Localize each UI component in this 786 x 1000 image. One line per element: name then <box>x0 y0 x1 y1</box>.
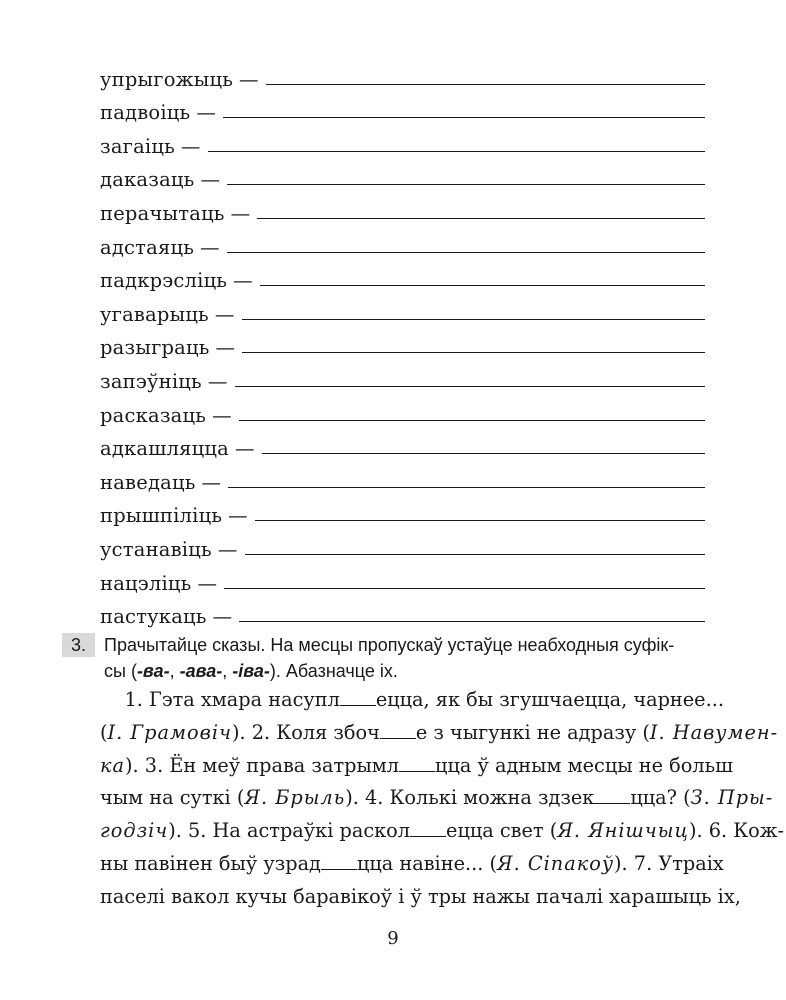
text: ). Абазначце іх. <box>269 661 398 681</box>
answer-line[interactable] <box>208 150 705 152</box>
text: 1. Гэта хмара насупл <box>124 688 340 711</box>
exercise-line <box>100 750 733 783</box>
text: е з чыгункі не адразу ( <box>415 720 650 744</box>
text: ецца, як бы згушчаецца, чарнее... <box>375 688 724 711</box>
text: чым на суткі ( <box>100 786 245 810</box>
author: ка <box>100 753 126 777</box>
dash: — <box>200 168 221 192</box>
dash: — <box>212 403 232 427</box>
exercise-line <box>100 815 785 848</box>
word-row <box>100 326 705 360</box>
exercise-line <box>100 782 774 815</box>
dash: — <box>180 134 201 158</box>
author: І. Навумен- <box>649 720 779 744</box>
answer-line[interactable] <box>227 183 705 185</box>
exercise-line <box>100 684 724 717</box>
answer-line[interactable] <box>242 351 705 353</box>
answer-line[interactable] <box>242 318 705 320</box>
dash: — <box>230 201 251 225</box>
word-row <box>100 124 705 158</box>
word-list <box>100 57 705 628</box>
author: Я. Сіпакоў <box>497 851 615 875</box>
word-row <box>100 91 705 125</box>
word-row <box>100 561 705 595</box>
answer-line[interactable] <box>228 486 705 488</box>
dash: — <box>228 504 248 528</box>
text: ). 7. Утраіх <box>614 851 724 875</box>
exercise-line <box>100 717 779 750</box>
task-3 <box>62 633 707 684</box>
answer-line[interactable] <box>260 284 705 286</box>
text: ны павінен быў узрад <box>100 851 321 875</box>
answer-line[interactable] <box>239 419 705 421</box>
word-term: расказаць <box>100 403 207 427</box>
text: ецца свет ( <box>446 819 558 843</box>
dash: — <box>200 235 220 259</box>
word-term: прышпіліць <box>100 504 223 528</box>
word-row <box>100 427 705 461</box>
word-term: наведаць <box>100 470 196 494</box>
word-row <box>100 494 705 528</box>
fill-gap[interactable] <box>340 691 376 706</box>
author: І. Грамовіч <box>107 720 232 744</box>
word-term: падкрэсліць <box>100 269 228 293</box>
word-row <box>100 259 705 293</box>
text: ). 5. На астраўкі раскол <box>168 819 411 843</box>
suffix-va: -ва- <box>136 661 170 681</box>
word-row <box>100 527 705 561</box>
exercise-text <box>100 684 785 914</box>
text: , <box>169 661 180 681</box>
fill-gap[interactable] <box>410 822 446 837</box>
text: цца? ( <box>630 786 691 810</box>
fill-gap[interactable] <box>594 789 630 804</box>
fill-gap[interactable] <box>321 855 357 870</box>
exercise-line <box>100 848 724 881</box>
word-term: упрыгожыць <box>100 67 234 91</box>
text: сы ( <box>104 661 137 681</box>
answer-line[interactable] <box>235 385 705 387</box>
word-term: адстаяць <box>100 235 195 259</box>
task-line-2 <box>104 658 674 684</box>
word-row <box>100 595 705 629</box>
task-instructions <box>104 632 674 684</box>
word-row <box>100 158 705 192</box>
dash: — <box>197 571 218 595</box>
word-row <box>100 393 705 427</box>
task-heading <box>62 633 707 684</box>
word-row <box>100 57 705 91</box>
dash: — <box>214 302 235 326</box>
dash: — <box>215 336 236 360</box>
text: ). 3. Ён меў права затрымл <box>125 753 400 777</box>
answer-line[interactable] <box>224 587 705 589</box>
author: З. Пры- <box>690 786 774 810</box>
text: ). 6. Кож- <box>688 819 785 843</box>
text: цца ў адным месцы не больш <box>435 753 733 777</box>
text: ( <box>100 720 108 744</box>
word-term: устанавіць <box>100 537 212 561</box>
word-row <box>100 460 705 494</box>
fill-gap[interactable] <box>380 724 416 739</box>
word-term: запэўніць <box>100 369 202 393</box>
task-number-badge: 3. <box>62 633 95 657</box>
dash: — <box>201 470 222 494</box>
word-row <box>100 292 705 326</box>
text: ). 2. Коля збоч <box>232 720 380 744</box>
author: Я. Янішчыц <box>557 819 689 843</box>
page-number: 9 <box>387 928 399 949</box>
dash: — <box>217 537 238 561</box>
author: годзіч <box>100 819 169 843</box>
word-term: разыграць <box>100 336 210 360</box>
fill-gap[interactable] <box>399 757 435 772</box>
word-row <box>100 191 705 225</box>
suffix-ava: -ава- <box>179 661 223 681</box>
word-term: даказаць <box>100 168 195 192</box>
suffix-iva: -іва- <box>232 661 270 681</box>
answer-line[interactable] <box>257 217 705 219</box>
word-term: угаварыць <box>100 302 209 326</box>
answer-line[interactable] <box>266 83 705 85</box>
dash: — <box>233 269 253 293</box>
answer-line[interactable] <box>227 251 705 253</box>
word-term: нацэліць <box>100 571 192 595</box>
dash: — <box>207 369 228 393</box>
dash: — <box>212 605 233 629</box>
dash: — <box>196 101 217 125</box>
word-term: пастукаць <box>100 605 207 629</box>
dash: — <box>234 437 255 461</box>
answer-line[interactable] <box>262 452 705 454</box>
dash: — <box>239 67 259 91</box>
word-term: загаіць <box>100 134 175 158</box>
word-term: перачытаць <box>100 201 225 225</box>
answer-line[interactable] <box>255 519 705 521</box>
exercise-line: паселі вакол кучы баравікоў і ў тры нажы пачалі харашыць іх, <box>100 884 741 908</box>
answer-line[interactable] <box>223 116 705 118</box>
word-term: адкашляцца <box>100 437 229 461</box>
text: цца навіне... ( <box>356 851 498 875</box>
task-line-1: Прачытайце сказы. На месцы пропускаў устаўце неабходныя суфік- <box>104 635 675 655</box>
answer-line[interactable] <box>245 553 705 555</box>
word-row <box>100 225 705 259</box>
author: Я. Брыль <box>244 786 346 810</box>
text: ). 4. Колькі можна здзек <box>345 786 595 810</box>
word-row <box>100 359 705 393</box>
text: , <box>222 661 233 681</box>
answer-line[interactable] <box>239 620 705 622</box>
word-term: падвоіць <box>100 101 191 125</box>
